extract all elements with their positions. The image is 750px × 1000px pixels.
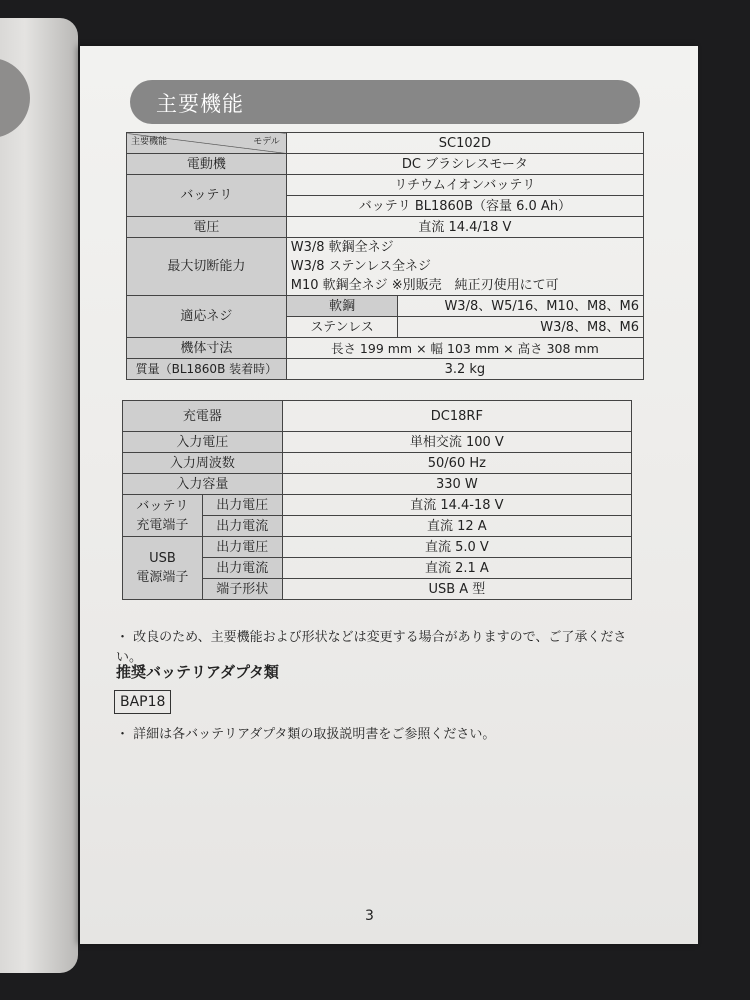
- row-value: リチウムイオンバッテリ: [286, 175, 643, 196]
- row-label: 入力電圧: [123, 432, 283, 453]
- row-sublabel: 出力電圧: [202, 495, 282, 516]
- row-label: 機体寸法: [127, 338, 287, 359]
- row-sublabel: 軟鋼: [286, 296, 398, 317]
- model-name: SC102D: [286, 133, 643, 154]
- row-value: 330 W: [282, 474, 631, 495]
- table-row: [127, 338, 644, 359]
- row-label: 最大切断能力: [127, 238, 287, 296]
- row-label: 電動機: [127, 154, 287, 175]
- section-title: 主要機能: [156, 92, 244, 116]
- row-sublabel: 端子形状: [202, 579, 282, 600]
- row-sublabel: ステンレス: [286, 317, 398, 338]
- table-row: [123, 401, 632, 432]
- row-value: 単相交流 100 V: [282, 432, 631, 453]
- table-row: [127, 359, 644, 380]
- usb-terminal-label: [123, 537, 203, 600]
- charger-model: DC18RF: [282, 401, 631, 432]
- table-row: [127, 154, 644, 175]
- row-label: 質量（BL1860B 装着時）: [127, 359, 287, 380]
- row-label: 電圧: [127, 217, 287, 238]
- battery-terminal-label: [123, 495, 203, 537]
- label-line: バッテリ: [136, 498, 189, 514]
- manual-page: [80, 46, 698, 944]
- table-row: [123, 537, 632, 558]
- spec-table: [126, 132, 644, 380]
- section-header: [130, 80, 640, 124]
- row-sublabel: 出力電圧: [202, 537, 282, 558]
- row-value: 直流 5.0 V: [282, 537, 631, 558]
- table-row: [127, 133, 644, 154]
- row-value: 直流 14.4/18 V: [286, 217, 643, 238]
- table-row: [127, 238, 644, 296]
- row-value: 直流 2.1 A: [282, 558, 631, 579]
- row-value: バッテリ BL1860B（容量 6.0 Ah）: [286, 196, 643, 217]
- left-page-tab: [0, 58, 30, 138]
- recommended-adapters-title: 推奨バッテリアダプタ類: [116, 663, 279, 681]
- row-label: 充電器: [123, 401, 283, 432]
- spec-change-note: ・ 改良のため、主要機能および形状などは変更する場合がありますので、ご了承ください。: [116, 630, 627, 665]
- row-value: 長さ 199 mm × 幅 103 mm × 高さ 308 mm: [286, 338, 643, 359]
- table-row: [127, 175, 644, 196]
- row-sublabel: 出力電流: [202, 516, 282, 537]
- max-cut-line: W3/8 ステンレス全ネジ: [290, 259, 432, 274]
- table-row: [127, 296, 644, 317]
- row-label: バッテリ: [127, 175, 287, 217]
- page-number: 3: [365, 908, 374, 924]
- row-value: W3/8、M8、M6: [398, 317, 644, 338]
- table-row: [127, 217, 644, 238]
- row-value: W3/8、W5/16、M10、M8、M6: [398, 296, 644, 317]
- charger-table: [122, 400, 632, 600]
- row-label: 入力容量: [123, 474, 283, 495]
- table-row: [123, 474, 632, 495]
- row-value: 直流 12 A: [282, 516, 631, 537]
- row-value: 3.2 kg: [286, 359, 643, 380]
- recommended-adapter-item: BAP18: [114, 690, 171, 714]
- max-cut-line: M10 軟鋼全ネジ ※別販売 純正刃使用にて可: [290, 278, 559, 293]
- row-value: USB A 型: [282, 579, 631, 600]
- label-line: 電源端子: [136, 570, 189, 585]
- row-sublabel: 出力電流: [202, 558, 282, 579]
- table-row: [123, 495, 632, 516]
- max-cut-line: W3/8 軟鋼全ネジ: [290, 240, 394, 255]
- manual-reference-note: ・ 詳細は各バッテリアダプタ類の取扱説明書をご参照ください。: [116, 727, 496, 742]
- header-model-label: モデル: [253, 137, 280, 147]
- row-value: DC ブラシレスモータ: [286, 154, 643, 175]
- row-value: 50/60 Hz: [282, 453, 631, 474]
- left-page-edge: [0, 18, 78, 973]
- header-diagonal-cell: [127, 133, 287, 154]
- row-value: 直流 14.4-18 V: [282, 495, 631, 516]
- header-feature-label: 主要機能: [131, 137, 168, 147]
- row-label: 入力周波数: [123, 453, 283, 474]
- label-line: 充電端子: [136, 517, 189, 533]
- label-line: USB: [149, 551, 176, 566]
- table-row: [123, 432, 632, 453]
- table-row: [123, 453, 632, 474]
- row-label: 適応ネジ: [127, 296, 287, 338]
- row-value: [286, 238, 643, 296]
